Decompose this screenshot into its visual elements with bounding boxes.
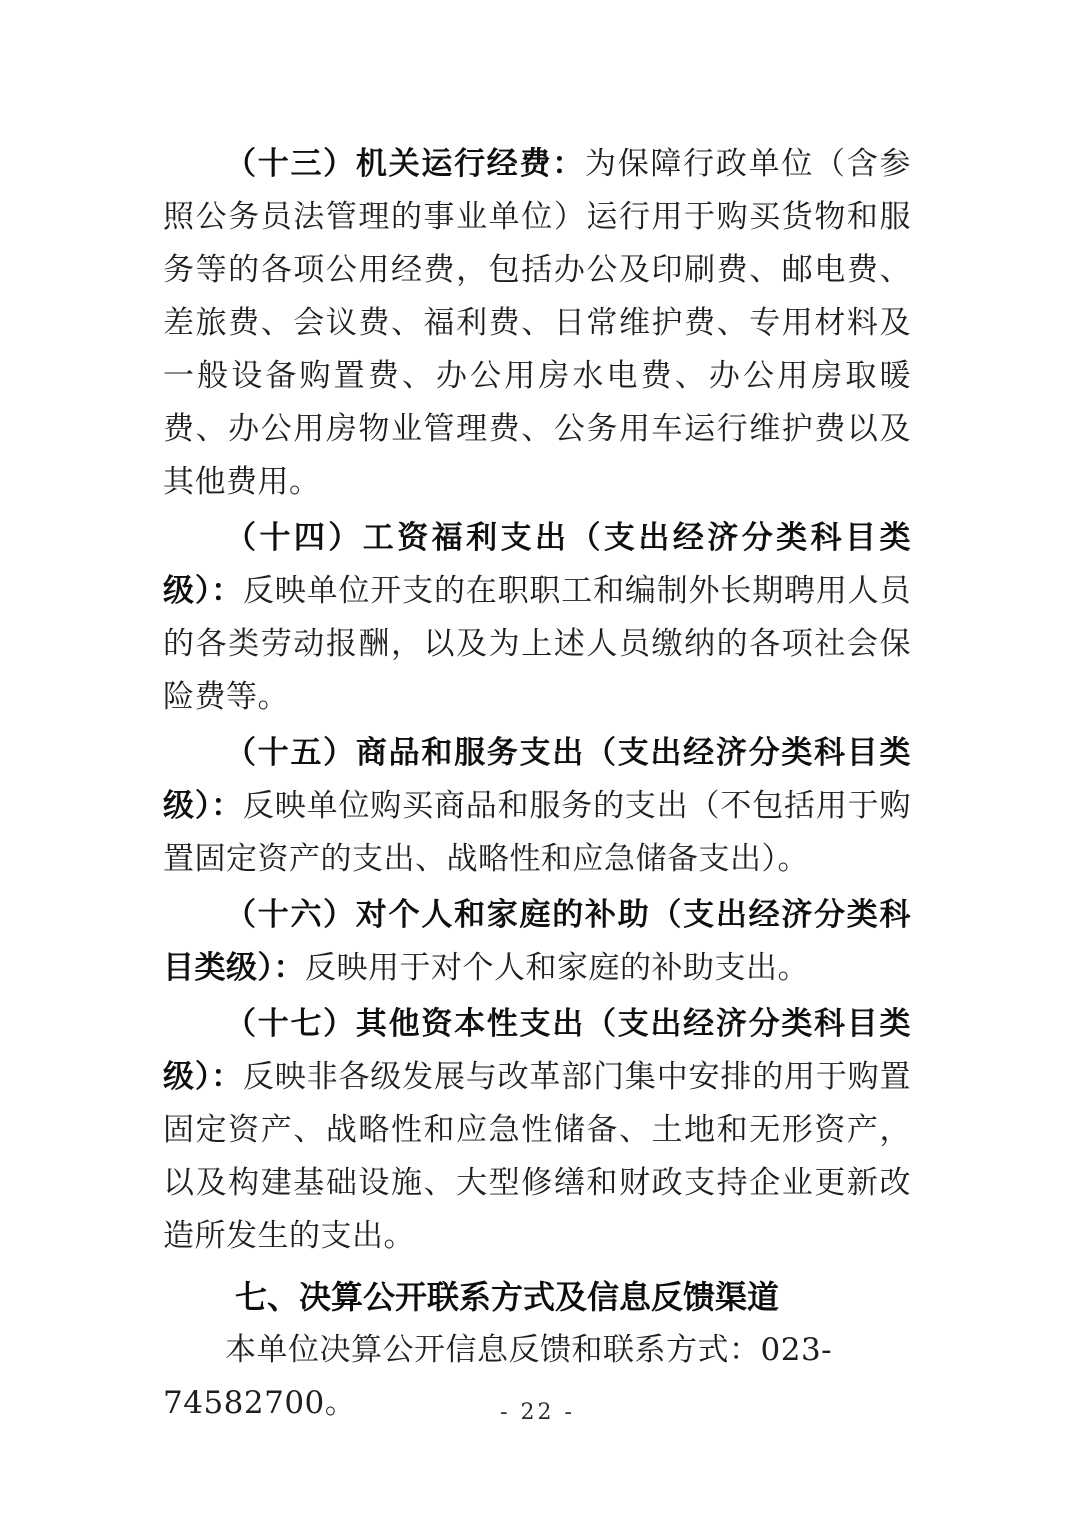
definition-text: 反映用于对个人和家庭的补助支出。 (305, 950, 809, 986)
definition-term: （十七）其他资本性支出（支出经济分类科目类级）： (163, 1006, 911, 1095)
contact-paragraph: 本单位决算公开信息反馈和联系方式：023-74582700。 (163, 1332, 833, 1421)
definition-text: 反映单位开支的在职职工和编制外长期聘用人员的各类劳动报酬，以及为上述人员缴纳的各项社会保险费等。 (163, 573, 912, 715)
definition-paragraph (163, 727, 911, 886)
definition-text: 为保障行政单位（含参照公务员法管理的事业单位）运行用于购买货物和服务等的各项公用经费，包括办公及印刷费、邮电费、差旅费、会议费、福利费、日常维护费、专用材料及一般设备购置费、办公用房水电费、办公用房取暖费、办公用房物业管理费、公务用车运行维护费以及其他费用。 (163, 146, 912, 500)
definition-term: （十五）商品和服务支出（支出经济分类科目类级）： (163, 735, 911, 824)
definition-paragraph (163, 998, 911, 1263)
definition-term: （十六）对个人和家庭的补助（支出经济分类科目类级）： (163, 897, 911, 986)
page-number: - 22 - (500, 1400, 575, 1425)
document-content (163, 138, 911, 1430)
definition-paragraph (163, 512, 911, 724)
definition-paragraph (163, 138, 911, 509)
section-heading: 七、决算公开联系方式及信息反馈渠道 (235, 1278, 780, 1316)
definition-term: （十四）工资福利支出（支出经济分类科目类级）： (163, 520, 911, 609)
definition-term: （十三）机关运行经费： (225, 146, 585, 182)
definition-text: 反映单位购买商品和服务的支出（不包括用于购置固定资产的支出、战略性和应急储备支出）。 (163, 788, 912, 877)
definition-text: 反映非各级发展与改革部门集中安排的用于购置固定资产、战略性和应急性储备、土地和无形资产，以及构建基础设施、大型修缮和财政支持企业更新改造所发生的支出。 (163, 1059, 912, 1254)
definition-paragraph (163, 889, 911, 995)
definitions-section (163, 138, 911, 1263)
